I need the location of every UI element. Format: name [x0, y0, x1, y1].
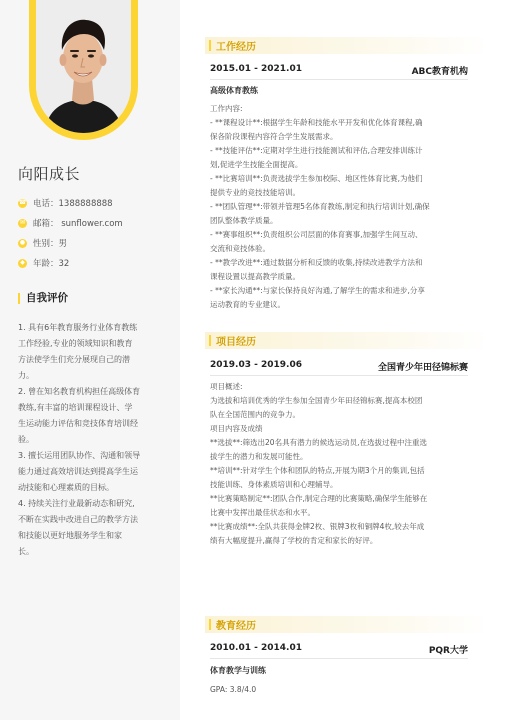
project-line: **培训**:针对学生个体和团队的特点,开展为期3个月的集训,包括 [210, 466, 425, 475]
contact-email-text: 邮箱： sunflower.com [33, 219, 123, 229]
education-org: PQR大学 [428, 646, 468, 656]
portrait-image [36, 0, 131, 133]
self-eval-line: 长。 [18, 547, 34, 556]
project-line: 项目概述: [210, 382, 243, 391]
self-eval-line: 动技能和心理素质的目标。 [18, 483, 114, 492]
project-line: 为选拔和培训优秀的学生参加全国青少年田径锦标赛,提高本校团 [210, 396, 423, 405]
education-gpa: GPA: 3.8/4.0 [210, 685, 257, 694]
project-org: 全国青少年田径锦标赛 [377, 363, 468, 373]
project-date: 2019.03 - 2019.06 [210, 360, 302, 370]
contact-age [18, 253, 123, 273]
work-line: 团队整体教学质量。 [210, 216, 278, 225]
work-line: 工作内容: [210, 104, 243, 113]
self-eval-line: 能力通过高效培训达到提高学生运 [18, 467, 138, 476]
work-line: - **团队管理**:带领并管理5名体育教练,制定和执行培训计划,确保 [210, 202, 430, 211]
work-section-title: 工作经历 [216, 42, 256, 53]
work-line: - **比赛培训**:负责选拔学生参加校际、地区性体育比赛,为他们 [210, 174, 423, 183]
work-line: 提供专业的竞技技能培训。 [210, 188, 300, 197]
phone-icon: ☎ [18, 199, 27, 206]
self-eval-line: 和技能以更好地服务学生和家 [18, 531, 122, 540]
age-icon: ◆ [18, 259, 27, 268]
gender-icon: ● [19, 239, 26, 246]
contact-email [18, 213, 123, 233]
work-description [210, 102, 472, 312]
project-line: **比赛成绩**:全队共获得金牌2枚、银牌3枚和铜牌4枚,较去年成 [210, 522, 425, 531]
self-eval-list [18, 320, 158, 560]
work-line: - **赛事组织**:负责组织公司层面的体育赛事,加强学生间互动、 [210, 230, 423, 239]
work-line: 交流和竞技体验。 [210, 244, 270, 253]
work-line: 划,促进学生技能全面提高。 [210, 160, 303, 169]
work-section-header [205, 37, 490, 54]
profile-photo [36, 0, 131, 133]
education-date: 2010.01 - 2014.01 [210, 643, 302, 653]
project-section-title: 项目经历 [216, 337, 256, 348]
project-description [210, 380, 472, 548]
project-divider [210, 375, 468, 376]
contact-age-text: 年龄：32 [33, 259, 70, 269]
education-details [210, 683, 472, 697]
project-line: 项目内容及成绩 [210, 424, 263, 433]
section-accent-bar [209, 40, 211, 51]
project-line: **选拔**:筛选出20名具有潜力的候选运动员,在选拔过程中注重选 [210, 438, 427, 447]
contact-info-list [18, 193, 123, 273]
work-divider [210, 79, 468, 80]
self-eval-line: 3. 擅长运用团队协作、沟通和领导 [18, 451, 141, 460]
profile-name: 向阳成长 [18, 165, 81, 183]
project-line: 比赛中发挥出最佳状态和水平。 [210, 508, 315, 517]
education-section-title: 教育经历 [216, 621, 256, 632]
work-line: 运动教育的专业建议。 [210, 300, 285, 309]
education-section-header [205, 616, 490, 633]
self-eval-title: 自我评价 [18, 293, 68, 304]
education-meta-row [210, 643, 468, 656]
self-eval-line: 工作经验,专业的领域知识和教育 [18, 339, 133, 348]
contact-phone [18, 193, 123, 213]
work-line: - **课程设计**:根据学生年龄和技能水平开发和优化体育课程,确 [210, 118, 423, 127]
self-eval-line: 4. 持续关注行业最新动态和研究, [18, 499, 135, 508]
section-accent-bar [209, 619, 211, 630]
project-line: 绩有大幅度提升,赢得了学校的肯定和家长的好评。 [210, 536, 378, 545]
project-meta-row [210, 360, 468, 373]
work-org: ABC教育机构 [411, 67, 468, 77]
self-eval-line: 方法使学生们充分展现自己的潜 [18, 355, 130, 364]
project-line: 技能训练、身体素质培训和心理辅导。 [210, 480, 338, 489]
work-line: 保各阶段课程内容符合学生发展需求。 [210, 132, 338, 141]
profile-photo-frame [29, 0, 138, 140]
self-eval-line: 力。 [18, 371, 34, 380]
work-line: - **技能评估**:定期对学生进行技能测试和评估,合理安排训练计 [210, 146, 423, 155]
project-line: **比赛策略制定**:团队合作,制定合理的比赛策略,确保学生能够在 [210, 494, 428, 503]
project-section-header [205, 332, 490, 349]
contact-gender [18, 233, 123, 253]
self-eval-line: 验。 [18, 435, 34, 444]
self-eval-line: 生运动能力评估和竞技体育培训经 [18, 419, 138, 428]
self-eval-line: 2. 曾在知名教育机构担任高级体育 [18, 387, 141, 396]
work-meta-row [210, 64, 468, 77]
self-eval-line: 1. 具有6年教育服务行业体育教练 [18, 323, 138, 332]
contact-phone-text: 电话：1388888888 [33, 199, 113, 209]
education-divider [210, 658, 468, 659]
work-line: - **家长沟通**:与家长保持良好沟通,了解学生的需求和进步,分享 [210, 286, 425, 295]
work-line: 课程设置以提高教学质量。 [210, 272, 300, 281]
work-date: 2015.01 - 2021.01 [210, 64, 302, 74]
sidebar [0, 0, 180, 720]
project-line: 拔学生的潜力和发展可能性。 [210, 452, 308, 461]
self-eval-line: 不断在实践中改进自己的教学方法 [18, 515, 138, 524]
section-accent-bar [209, 335, 211, 346]
project-line: 队在全国范围内的竞争力。 [210, 410, 300, 419]
email-icon: ✉ [19, 219, 26, 226]
contact-gender-text: 性别：男 [33, 239, 68, 249]
work-role: 高级体育教练 [210, 86, 258, 95]
education-major: 体育教学与训练 [210, 666, 266, 675]
work-line: - **教学改进**:通过数据分析和反馈的收集,持续改进教学方法和 [210, 258, 423, 267]
self-eval-line: 教练,有丰富的培训课程设计、学 [18, 403, 133, 412]
